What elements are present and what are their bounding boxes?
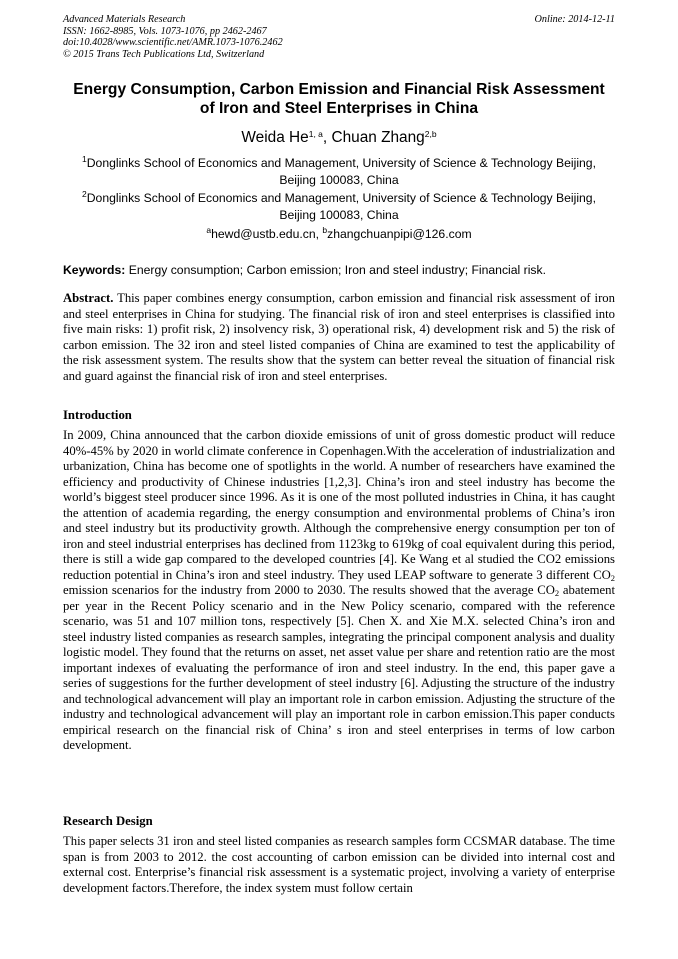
affiliation-2-line-2: Beijing 100083, China [279, 207, 399, 222]
introduction-heading: Introduction [63, 408, 132, 422]
affiliation-1-text: Donglinks School of Economics and Management, University of Science & Technology Beijing, [86, 156, 596, 170]
doi-line: doi:10.4028/www.scientific.net/AMR.1073-1076.2462 [63, 37, 283, 49]
email-a-marker: a [206, 225, 212, 235]
intro-subscript-1: 2 [610, 572, 615, 583]
keywords-text: Energy consumption; Carbon emission; Iron and steel industry; Financial risk. [125, 263, 546, 277]
author-list [63, 128, 615, 148]
author-separator: , [322, 129, 332, 146]
introduction-text [63, 428, 615, 754]
intro-subscript-2: 2 [554, 588, 560, 598]
email-b[interactable]: zhangchuanpipi@126.com [327, 227, 472, 241]
affiliation-2 [63, 190, 615, 223]
intro-part-2: emission scenarios for the industry from 2000 to 2030. The results showed that the average CO [63, 583, 555, 597]
title-line-1: Energy Consumption, Carbon Emission and Financial Risk Assessment [73, 81, 605, 98]
author-1-name: Weida He [241, 129, 309, 146]
online-date: Online: 2014-12-11 [534, 14, 615, 25]
abstract [63, 291, 615, 384]
intro-part-3: abatement per year in the Recent Policy scenario and in the New Policy scenario, compared with the reference scenario, was 51 and 107 million tons, respectively [5]. Chen X. and Xie M.X. selected China’s iron and steel industry listed companies as research samples, integrating the principal component analysis and duality logistic model. They found that the returns on asset, net asset value per share and retention ratio are the most important indexes of evaluating the performance of iron and steel industry. In the end, this paper gave a series of suggestions for the further development of steel industry [6]. Adjusting the structure of the industry and technological advancement will play an important role in carbon emission. Adjusting the structure of the industry and technological advancement will play an important role in carbon emission.This paper conducts empirical research on the financial risk of China’ s iron and steel enterprises in terms of low carbon development. [63, 583, 616, 752]
research-design-text: This paper selects 31 iron and steel listed companies as research samples form CCSMAR database. The time span is from 2003 to 2012. the cost accounting of carbon emission can be divided into internal cost and external cost. Enterprise’s financial risk assessment is a systematic project, involving a variety of enterprise development factors.Therefore, the index system must follow certain [63, 834, 615, 895]
affiliation-1-marker: 1 [82, 154, 87, 164]
email-a[interactable]: hewd@ustb.edu.cn, [211, 227, 323, 241]
affiliation-2-marker: 2 [82, 189, 87, 199]
author-2-marker: 2,b [424, 129, 437, 139]
journal-header [63, 14, 615, 60]
author-2-name: Chuan Zhang [331, 129, 425, 146]
email-b-marker: b [322, 225, 328, 235]
journal-name: Advanced Materials Research [63, 14, 186, 25]
author-1-marker: 1, a [308, 129, 323, 139]
affiliation-2-text: Donglinks School of Economics and Management, University of Science & Technology Beijing, [86, 191, 596, 205]
title-line-2: of Iron and Steel Enterprises in China [199, 100, 479, 117]
affiliation-2-line-1 [63, 190, 615, 207]
research-design-heading: Research Design [63, 814, 153, 828]
abstract-label: Abstract. [63, 291, 114, 305]
affiliation-1-line-1 [63, 155, 615, 172]
keywords [63, 262, 615, 278]
affiliation-1-line-2: Beijing 100083, China [279, 172, 399, 187]
keywords-label: Keywords: [63, 263, 126, 277]
copyright-line: © 2015 Trans Tech Publications Ltd, Switzerland [63, 48, 265, 60]
intro-part-1: In 2009, China announced that the carbon dioxide emissions of unit of gross domestic product will reduce 40%-45% by 2020 in world climate conference in Copenhagen.With the acceleration of industrialization and urbanization, China has become one of spotlights in the world. A number of researchers have examined the efficiency and productivity of Chinese industries [1,2,3]. China’s iron and steel industry has become the world’s biggest steel producer since 1996. As it is one of the most polluted industries in China, it has caught the attention of academia regarding, the energy consumption and environmental problems of China’s iron and steel industry but its productivity growth. Although the comprehensive energy consumption per ton of iron and steel industrial enterprises has declined from 1123kg to 619kg of coal equivalent during this period, there is still a wide gap compared to the developed countries [4]. Ke Wang et al studied the CO2 emissions reduction potential in China’s iron and steel industry. They used LEAP software to generate 3 different CO [63, 428, 615, 582]
issn-line: ISSN: 1662-8985, Vols. 1073-1076, pp 2462-2467 [63, 25, 267, 37]
abstract-text: This paper combines energy consumption, carbon emission and financial risk assessment of iron and steel enterprises in China for studying. The financial risk of iron and steel enterprises is classified into five main risks: 1) profit risk, 2) insolvency risk, 3) operational risk, 4) development risk and 5) the risk of carbon emission. The 32 iron and steel listed companies of China are examined to test the applicability of the risk assessment system. The results show that the system can better reveal the situation of financial risk and guard against the financial risk of iron and steel enterprises. [63, 291, 615, 383]
author-emails [63, 226, 615, 243]
paper-title [63, 80, 615, 118]
affiliation-1 [63, 155, 615, 188]
